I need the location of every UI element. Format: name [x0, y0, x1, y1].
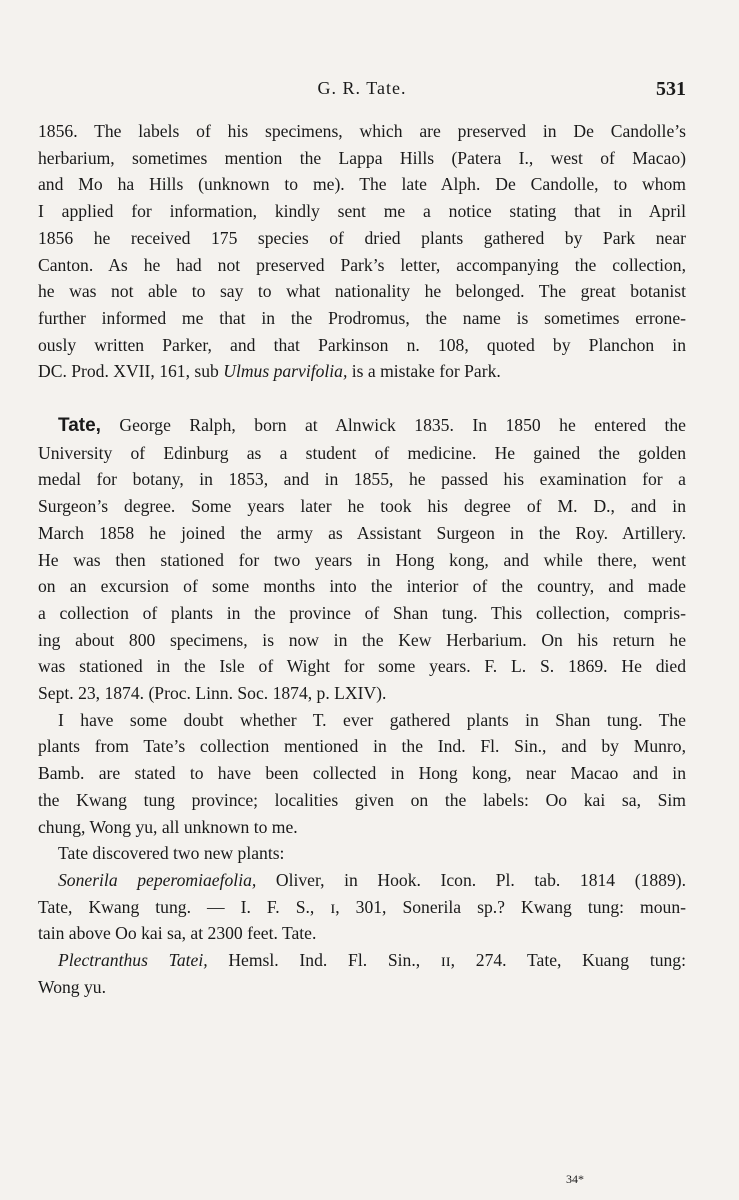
entry-name: Tate,	[58, 415, 101, 437]
text-line: Sept. 23, 1874. (Proc. Linn. Soc. 1874, p. LXIV).	[38, 683, 387, 704]
running-head: G. R. Tate.	[317, 78, 407, 98]
paragraph-new-plants: Tate discovered two new plants:	[58, 843, 285, 864]
entry-tate	[38, 412, 686, 707]
text-line: 1856 he received 175 species of dried plants gathered by Park near	[38, 227, 686, 248]
paragraph-doubt	[38, 707, 686, 841]
page-number: 531	[656, 78, 686, 100]
text-segment: George Ralph, born at Alnwick 1835. In 1850 he entered the	[100, 415, 686, 436]
text-line: I have some doubt whether T. ever gathered plants in Shan tung. The	[58, 709, 686, 730]
text-line: ing about 800 specimens, is now in the Kew Herbarium. On his return he	[38, 629, 686, 650]
text-line: further informed me that in the Prodromus, the name is sometimes errone-	[38, 307, 686, 328]
entry-sonerila	[38, 867, 686, 947]
text-line: 1856. The labels of his specimens, which are preserved in De Candolle’s	[38, 121, 686, 141]
text-line: Bamb. are stated to have been collected in Hong kong, near Macao and in	[38, 763, 686, 784]
paragraph-park-continued	[38, 118, 686, 385]
text-line: plants from Tate’s collection mentioned in the Ind. Fl. Sin., and by Munro,	[38, 736, 686, 757]
text-line: and Mo ha Hills (unknown to me). The late Alph. De Candolle, to whom	[38, 174, 686, 195]
italic-species-name: Sonerila peperomiaefolia,	[58, 869, 257, 890]
text-line: He was then stationed for two years in Hong kong, and while there, went	[38, 549, 686, 570]
italic-species-name: Plectranthus Tatei,	[58, 950, 208, 971]
text-line	[38, 358, 686, 385]
body-text	[38, 118, 686, 1001]
text-line: March 1858 he joined the army as Assistant Surgeon in the Roy. Artillery.	[38, 522, 686, 543]
signature-mark: 34*	[566, 1172, 584, 1186]
text-line: Tate, Kwang tung. — I. F. S., ɪ, 301, Sonerila sp.? Kwang tung: moun-	[38, 896, 686, 917]
paragraph-gap	[38, 385, 686, 412]
text-line: ously written Parker, and that Parkinson n. 108, quoted by Planchon in	[38, 334, 686, 355]
text-line: Surgeon’s degree. Some years later he took his degree of M. D., and in	[38, 496, 686, 517]
text-line: on an excursion of some months into the interior of the country, and made	[38, 576, 686, 597]
entry-plectranthus	[38, 947, 686, 1000]
text-line: Wong yu.	[38, 976, 106, 997]
text-line: medal for botany, in 1853, and in 1855, he passed his examination for a	[38, 469, 686, 490]
text-line	[38, 947, 686, 974]
text-line: University of Edinburg as a student of medicine. He gained the golden	[38, 442, 686, 463]
text-line: I applied for information, kindly sent me a notice stating that in April	[38, 201, 686, 222]
text-segment: DC. Prod. XVII, 161, sub	[38, 361, 224, 382]
text-line: was stationed in the Isle of Wight for some years. F. L. S. 1869. He died	[38, 656, 686, 677]
text-line: he was not able to say to what nationality he belonged. The great botanist	[38, 281, 686, 302]
text-segment: is a mistake for Park.	[347, 361, 501, 382]
text-line: the Kwang tung province; localities given on the labels: Oo kai sa, Sim	[38, 789, 686, 810]
text-line: tain above Oo kai sa, at 2300 feet. Tate.	[38, 923, 317, 944]
text-line	[38, 867, 686, 894]
entry-first-line	[38, 412, 686, 440]
text-line: herbarium, sometimes mention the Lappa Hills (Patera I., west of Macao)	[38, 147, 686, 168]
text-segment: Oliver, in Hook. Icon. Pl. tab. 1814 (1889).	[256, 869, 687, 890]
italic-species-name: Ulmus parvifolia,	[223, 361, 348, 382]
text-line: Canton. As he had not preserved Park’s letter, accompanying the collection,	[38, 254, 686, 275]
page-header	[38, 78, 686, 108]
text-segment: Hemsl. Ind. Fl. Sin., ɪɪ, 274. Tate, Kuang tung:	[207, 950, 686, 971]
text-line: a collection of plants in the province of Shan tung. This collection, compris-	[38, 602, 686, 623]
text-line: chung, Wong yu, all unknown to me.	[38, 816, 298, 837]
